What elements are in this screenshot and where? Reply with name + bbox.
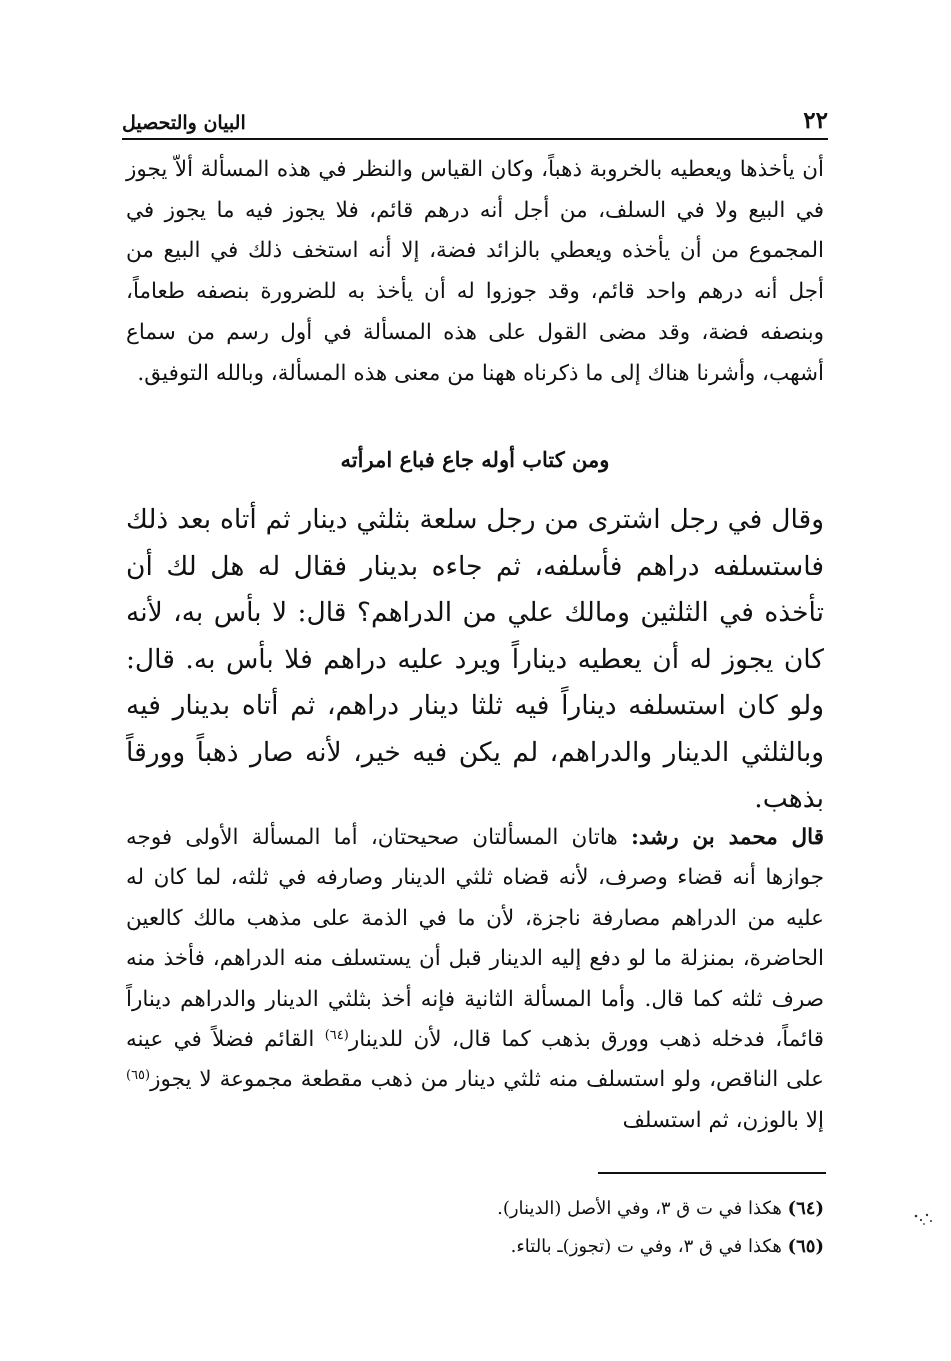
- commentary-text-part-b: القائم فضلاً في عينه على الناقص، ولو استسلف منه ثلثي دينار من ذهب مقطعة مجموعة لا يجوز: [126, 1027, 824, 1093]
- footnote-ref-64[interactable]: (٦٤): [324, 1028, 349, 1044]
- page-header: [122, 100, 828, 140]
- page-number: ٢٢: [803, 107, 828, 134]
- paragraph-commentary-2: [126, 818, 824, 1141]
- paragraph-commentary-1: أن يأخذها ويعطيه بالخروبة ذهباً، وكان القياس والنظر في هذه المسألة ألاّ يجوز في البيع ولا في السلف، من أجل أنه درهم قائم، فلا يجوز فيه ما يجوز في المجموع من أن يأخذه ويعطي بالزائد فضة، إلا أنه استخف ذلك في البيع من أجل أنه درهم واحد قائم، وقد جوزوا له أن يأخذ به للضرورة بنصفه طعاماً، وبنصفه فضة، وقد مضى القول على هذه المسألة في أول رسم من سماع أشهب، وأشرنا هناك إلى ما ذكرناه ههنا من معنى هذه المسألة، وبالله التوفيق.: [126, 157, 824, 386]
- footnote-text: هكذا في ق ٣، وفي ت (تجوز)ـ بالتاء.: [510, 1236, 782, 1257]
- paragraph-main-text: وقال في رجل اشترى من رجل سلعة بثلثي دينار ثم أتاه بعد ذلك فاستسلفه دراهم فأسلفه، ثم جاءه بدينار فقال له هل لك أن تأخذه في الثلثين ومالك علي من الدراهم؟ قال: لا بأس به، لأنه كان يجوز له أن يعطيه ديناراً ويرد عليه دراهم فلا بأس به. قال: ولو كان استسلفه ديناراً فيه ثلثا دينار دراهم، ثم أتاه بدينار فيه وبالثلثي الدينار والدراهم، لم يكن فيه خير، لأنه صار ذهباً وورقاً بذهب.: [126, 504, 824, 814]
- speaker-label: قال محمد بن رشد:: [630, 825, 824, 850]
- commentary-text-part-c: إلا بالوزن، ثم استسلف: [622, 1107, 824, 1133]
- running-title: البيان والتحصيل: [122, 112, 246, 134]
- margin-speck-marks: [912, 1208, 936, 1230]
- footnote-65: [126, 1228, 824, 1266]
- footnote-number: (٦٥): [787, 1236, 824, 1257]
- footnote-text: هكذا في ت ق ٣، وفي الأصل (الدينار).: [497, 1198, 782, 1219]
- footnote-64: [126, 1190, 824, 1228]
- footnote-number: (٦٤): [787, 1198, 824, 1219]
- footnotes: [126, 1190, 824, 1266]
- footnote-divider: [598, 1172, 826, 1174]
- commentary-text-part-a: هاتان المسألتان صحيحتان، أما المسألة الأولى فوجه جوازها أنه قضاء وصرف، لأنه قضاه ثلثي الدينار وصارفه في ثلثه، لما كان له عليه من الدراهم مصارفة ناجزة، لأن ما في الذمة على مذهب مالك كالعين الحاضرة، بمنزلة ما لو دفع إليه الدينار قبل أن يستسلف منه الدراهم، فأخذ منه صرف ثلثه كما قال. وأما المسألة الثانية فإنه أخذ بثلثي الدينار والدراهم ديناراً قائماً، فدخله ذهب وورق بذهب كما قال، لأن للدينار: [126, 825, 824, 1053]
- footnote-ref-65[interactable]: (٦٥): [126, 1068, 151, 1084]
- section-heading: ومن كتاب أوله جاع فباع امرأته: [340, 447, 610, 472]
